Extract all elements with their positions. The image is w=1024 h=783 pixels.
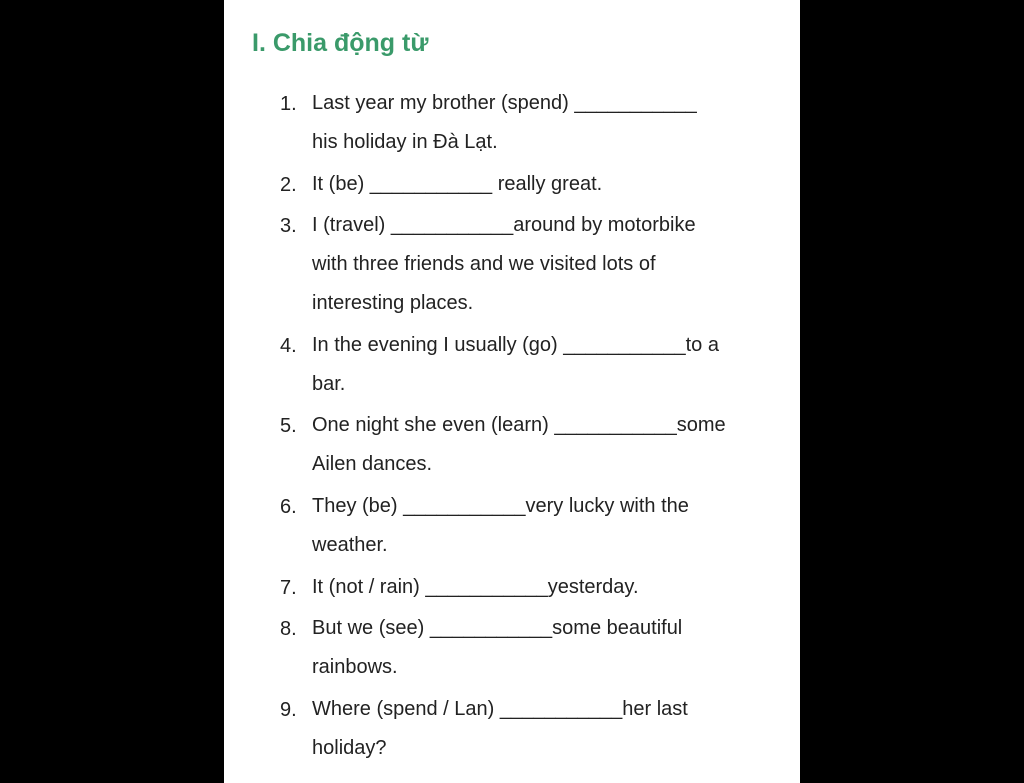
- exercise-line: In the evening I usually (go) ___________to a: [312, 334, 719, 356]
- exercise-line: rainbows.: [312, 656, 398, 678]
- exercise-text: [312, 609, 792, 687]
- exercise-line: It (not / rain) ___________yesterday.: [312, 576, 639, 598]
- exercise-line: Last year my brother (spend) ___________: [312, 92, 697, 114]
- worksheet-page: [224, 0, 800, 783]
- exercise-line: I (travel) ___________around by motorbike: [312, 214, 696, 236]
- exercise-line: It (be) ___________ really great.: [312, 173, 603, 195]
- exercise-line: One night she even (learn) ___________some: [312, 414, 726, 436]
- exercise-text: [312, 206, 792, 323]
- exercise-text: [312, 406, 792, 484]
- exercise-number: 7.: [280, 577, 297, 599]
- exercise-line: his holiday in Đà Lạt.: [312, 131, 498, 153]
- exercise-number: 2.: [280, 174, 297, 196]
- exercise-line: with three friends and we visited lots of: [312, 253, 656, 275]
- exercise-number: 5.: [280, 415, 297, 437]
- exercise-line: interesting places.: [312, 292, 474, 314]
- exercise-line: bar.: [312, 373, 346, 395]
- exercise-number: 1.: [280, 93, 297, 115]
- exercise-text: [312, 690, 792, 768]
- exercise-number: 3.: [280, 215, 297, 237]
- exercise-line: They (be) ___________very lucky with the: [312, 495, 689, 517]
- exercise-line: Where (spend / Lan) ___________her last: [312, 698, 688, 720]
- exercise-line: weather.: [312, 534, 388, 556]
- exercise-number: 9.: [280, 699, 297, 721]
- exercise-number: 6.: [280, 496, 297, 518]
- exercise-text: [312, 487, 792, 565]
- section-title: I. Chia động từ: [252, 29, 429, 57]
- exercise-text: [312, 165, 792, 204]
- exercise-number: 4.: [280, 335, 297, 357]
- exercise-line: But we (see) ___________some beautiful: [312, 617, 683, 639]
- exercise-line: Ailen dances.: [312, 453, 433, 475]
- exercise-text: [312, 568, 792, 607]
- exercise-number: 8.: [280, 618, 297, 640]
- exercise-text: [312, 326, 792, 404]
- exercise-text: [312, 84, 792, 162]
- exercise-line: holiday?: [312, 737, 387, 759]
